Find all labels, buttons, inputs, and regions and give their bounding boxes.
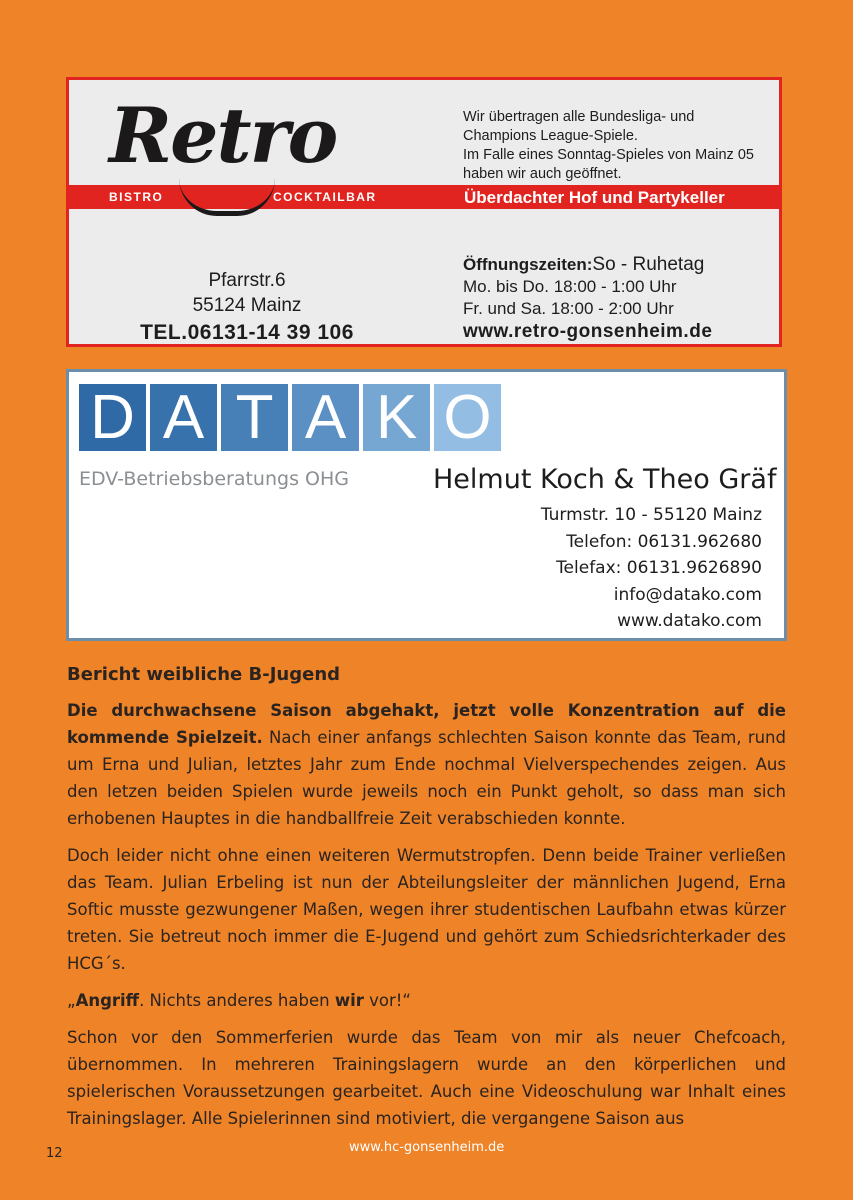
quote-mark: „ bbox=[67, 991, 76, 1010]
page-number: 12 bbox=[46, 1146, 63, 1161]
article-paragraph bbox=[67, 697, 786, 832]
retro-opening-hours bbox=[463, 254, 712, 343]
quote-text: . Nichts anderes haben bbox=[139, 991, 335, 1010]
article-paragraph: Doch leider nicht ohne einen weiteren Wermutstropfen. Denn beide Trainer verließen das Team. Julian Erbeling ist nun der Abteilungsleiter der männlichen Jugend, Erna Softic musste gezwungener Maßen, wegen ihrer studentischen Laufbahn etwas kürzer treten. Sie betreut noch immer die E-Jugend und gehört zum Schiedsrichterkader des HCG´s. bbox=[67, 846, 786, 973]
article bbox=[67, 661, 786, 1142]
retro-website: www.retro-gonsenheim.de bbox=[463, 321, 713, 342]
datako-logo-tile: A bbox=[150, 384, 217, 451]
datako-fax: Telefax: 06131.9626890 bbox=[556, 558, 762, 578]
quote-bold: wir bbox=[334, 991, 364, 1010]
article-text: Nach einer anfangs schlechten Saison konnte das Team, rund um Erna und Julian, letztes Jahr zum Ende nochmal Vielverspechendes zeigen. Aus den letzen beiden Spielen wurde jeweils noch ein Punkt geholt, so dass man sich erhobenen Hauptes in die handballfreie Zeit verabschieden konnte. bbox=[67, 728, 786, 828]
datako-logo-tile: O bbox=[434, 384, 501, 451]
retro-hours-weekend: Fr. und Sa. 18:00 - 2:00 Uhr bbox=[463, 299, 674, 318]
datako-address: Turmstr. 10 - 55120 Mainz bbox=[540, 505, 762, 525]
datako-logo bbox=[79, 384, 501, 451]
datako-email: info@datako.com bbox=[613, 584, 762, 605]
retro-hours-sunday: So - Ruhetag bbox=[592, 254, 705, 275]
retro-ad bbox=[66, 77, 782, 347]
datako-logo-tile: K bbox=[363, 384, 430, 451]
datako-phone: Telefon: 06131.962680 bbox=[566, 531, 762, 552]
article-lead: Die durchwachsene Saison abgehakt, jetzt volle Konzentration auf die kommende Spielzeit. bbox=[67, 701, 786, 747]
article-heading: Bericht weibliche B-Jugend bbox=[67, 664, 341, 685]
retro-bistro-label: BISTRO bbox=[109, 190, 164, 204]
retro-info-text bbox=[463, 108, 783, 184]
datako-logo-tile: A bbox=[292, 384, 359, 451]
retro-logo-swash bbox=[179, 178, 275, 216]
datako-subtitle: EDV-Betriebsberatungs OHG bbox=[79, 468, 349, 490]
retro-cocktailbar-label: COCKTAILBAR bbox=[273, 190, 377, 204]
retro-info-line: Im Falle eines Sonntag-Spieles von Mainz 05 bbox=[463, 147, 754, 163]
datako-owners: Helmut Koch & Theo Gräf bbox=[433, 464, 777, 495]
retro-band-text: Überdachter Hof und Partykeller bbox=[464, 188, 725, 207]
datako-logo-tile: T bbox=[221, 384, 288, 451]
retro-hours-weekday: Mo. bis Do. 18:00 - 1:00 Uhr bbox=[463, 277, 677, 296]
datako-web: www.datako.com bbox=[617, 611, 762, 631]
retro-logo: Retro bbox=[109, 91, 337, 180]
datako-logo-tile: D bbox=[79, 384, 146, 451]
datako-ad bbox=[66, 369, 787, 641]
retro-hours-label: Öffnungszeiten: bbox=[463, 255, 593, 274]
quote-text: vor!“ bbox=[363, 991, 411, 1010]
article-quote bbox=[67, 987, 786, 1014]
retro-info-line: Champions League-Spiele. bbox=[463, 128, 638, 144]
retro-phone: TEL.06131-14 39 106 bbox=[140, 321, 354, 344]
retro-city: 55124 Mainz bbox=[192, 295, 302, 316]
quote-bold: Angriff bbox=[75, 991, 140, 1010]
retro-info-line: haben wir auch geöffnet. bbox=[463, 166, 622, 182]
article-paragraph: Schon vor den Sommerferien wurde das Team von mir als neuer Chefcoach, übernommen. In mehreren Trainingslagern wurde an den körperlichen und spielerischen Voraussetzungen gearbeitet. Auch eine Videoschulung war Inhalt eines Trainingslager. Alle Spielerinnen sind motiviert, die vergangene Saison aus bbox=[67, 1028, 786, 1128]
datako-contact bbox=[541, 502, 762, 635]
retro-street: Pfarrstr.6 bbox=[208, 270, 286, 291]
retro-address bbox=[129, 268, 365, 348]
retro-info-line: Wir übertragen alle Bundesliga- und bbox=[463, 109, 695, 125]
footer-url: www.hc-gonsenheim.de bbox=[349, 1140, 505, 1155]
